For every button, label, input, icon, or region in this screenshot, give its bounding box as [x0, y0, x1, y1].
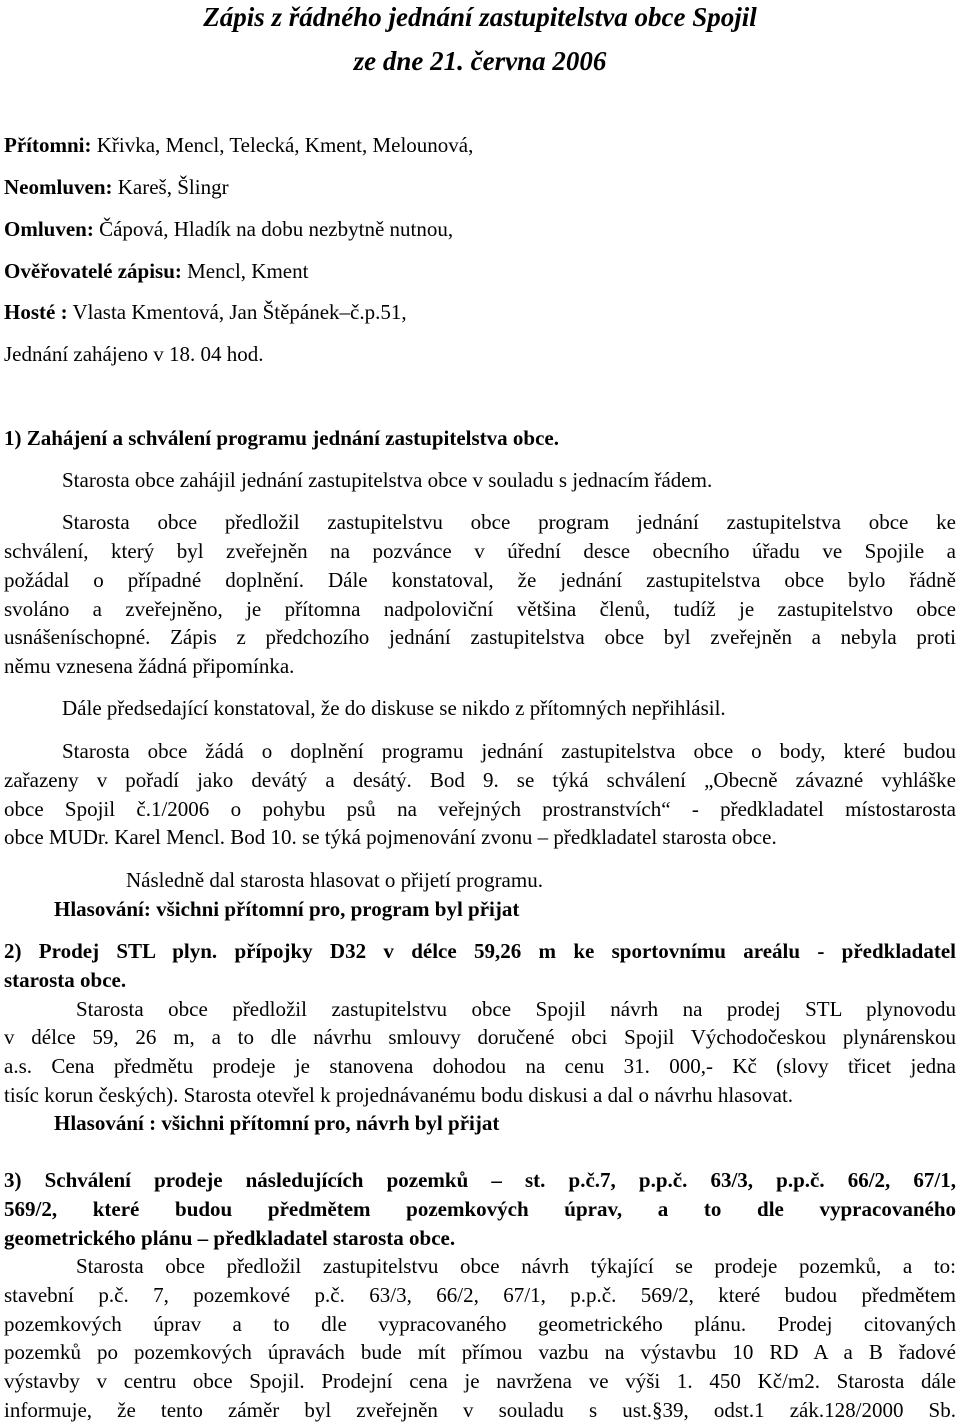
section1-paragraph-line: požádal o případné doplnění. Dále konstatoval, že jednání zastupitelstva obce bylo řádně — [4, 568, 956, 592]
section3-paragraph-line: pozemků po pozemkových úpravách bude mít přímou vazbu na výstavbu 10 RD A a B řadové — [4, 1340, 956, 1364]
section2-paragraph-line: a.s. Cena předmětu prodeje je stanovena dohodou na cenu 31. 000,- Kč (slovy třicet jedna — [4, 1054, 956, 1078]
value: Kareš, Šlingr — [112, 175, 229, 199]
label: Přítomni: — [4, 133, 92, 157]
section1-paragraph-line: němu vznesena žádná připomínka. — [4, 654, 295, 678]
section2-paragraph-line: tisíc korun českých). Starosta otevřel k projednávanému bodu diskusi a dal o návrhu hlasovat. — [4, 1083, 794, 1107]
section3-heading-line: 569/2, které budou předmětem pozemkových úprav, a to dle vypracovaného — [4, 1197, 956, 1221]
label: Ověřovatelé zápisu: — [4, 259, 182, 283]
label: Hosté : — [4, 300, 68, 324]
section3-heading-line: geometrického plánu – předkladatel starosta obce. — [4, 1226, 456, 1250]
document-title: Zápis z řádného jednání zastupitelstva obce Spojil — [203, 2, 757, 32]
section1-paragraph: Starosta obce zahájil jednání zastupitelstva obce v souladu s jednacím řádem. — [62, 468, 713, 492]
section1-heading: 1) Zahájení a schválení programu jednání zastupitelstva obce. — [4, 426, 559, 450]
section1-paragraph-line: obce Spojil č.1/2006 o pohybu psů na veřejných prostranstvích“ - předkladatel místostarosta — [4, 797, 956, 821]
value: Vlasta Kmentová, Jan Štěpánek–č.p.51, — [67, 300, 407, 324]
section1-paragraph-line: schválení, který byl zveřejněn na pozvánce v úřední desce obecního úřadu ve Spojile a — [4, 539, 956, 563]
value: Křivka, Mencl, Telecká, Kment, Melounová, — [91, 133, 474, 157]
section1-paragraph-line: usnášeníschopné. Zápis z předchozího jednání zastupitelstva obce byl zveřejněn a nebyla proti — [4, 625, 956, 649]
value: Mencl, Kment — [181, 259, 309, 283]
attendees-absent — [4, 173, 956, 201]
section1-paragraph-line: zařazeny v pořadí jako devátý a desátý. Bod 9. se týká schválení „Obecně závazné vyhláške — [4, 768, 956, 792]
section1-paragraph-line: Starosta obce žádá o doplnění programu jednání zastupitelstva obce o body, které budou — [62, 739, 956, 763]
section1-paragraph-line: obce MUDr. Karel Mencl. Bod 10. se týká pojmenování zvonu – předkladatel starosta obce. — [4, 825, 777, 849]
minutes-verifiers — [4, 257, 956, 285]
section2-heading: 2) Prodej STL plyn. přípojky D32 v délce 59,26 m ke sportovnímu areálu - předkladatel — [4, 939, 956, 963]
section1-paragraph: Následně dal starosta hlasovat o přijetí programu. — [126, 868, 543, 892]
guests — [4, 298, 956, 326]
section1-vote-result: Hlasování: všichni přítomní pro, program byl přijat — [54, 897, 520, 921]
section3-paragraph-line: výstavby v centru obce Spojil. Prodejní cena je navržena ve výši 1. 450 Kč/m2. Starosta dále — [4, 1369, 956, 1393]
section3-heading: 3) Schválení prodeje následujících pozemků – st. p.č.7, p.p.č. 63/3, p.p.č. 66/2, 67/1, — [4, 1168, 956, 1192]
section2-vote-result: Hlasování : všichni přítomní pro, návrh byl přijat — [54, 1111, 500, 1135]
section2-heading-line: starosta obce. — [4, 968, 127, 992]
label: Neomluven: — [4, 175, 113, 199]
section3-paragraph-line: informuje, že tento záměr byl zveřejněn v souladu s ust.§39, odst.1 zák.128/2000 Sb. — [4, 1398, 956, 1422]
attendees-excused — [4, 215, 956, 243]
section1-paragraph-line: svoláno a zveřejněno, je přítomna nadpoloviční většina členů, tudíž je zastupitelstvo obce — [4, 597, 956, 621]
meeting-start: Jednání zahájeno v 18. 04 hod. — [4, 342, 264, 366]
section2-paragraph-line: v délce 59, 26 m, a to dle návrhu smlouvy doručené obci Spojil Východočeskou plynárenskou — [4, 1025, 956, 1049]
attendees-present — [4, 131, 956, 159]
section3-paragraph-line: stavební p.č. 7, pozemkové p.č. 63/3, 66/2, 67/1, p.p.č. 569/2, které budou předmětem — [4, 1283, 956, 1307]
section2-paragraph-line: Starosta obce předložil zastupitelstvu obce Spojil návrh na prodej STL plynovodu — [76, 997, 956, 1021]
section1-paragraph: Dále předsedající konstatoval, že do diskuse se nikdo z přítomných nepřihlásil. — [62, 696, 726, 720]
value: Čápová, Hladík na dobu nezbytně nutnou, — [93, 217, 454, 241]
section1-paragraph-line: Starosta obce předložil zastupitelstvu obce program jednání zastupitelstva obce ke — [62, 510, 956, 534]
document-date: ze dne 21. června 2006 — [353, 46, 607, 76]
label: Omluven: — [4, 217, 94, 241]
section3-paragraph-line: pozemkových úprav a to dle vypracovaného geometrického plánu. Prodej citovaných — [4, 1312, 956, 1336]
section3-paragraph-line: Starosta obce předložil zastupitelstvu obce návrh týkající se prodeje pozemků, a to: — [76, 1254, 956, 1278]
